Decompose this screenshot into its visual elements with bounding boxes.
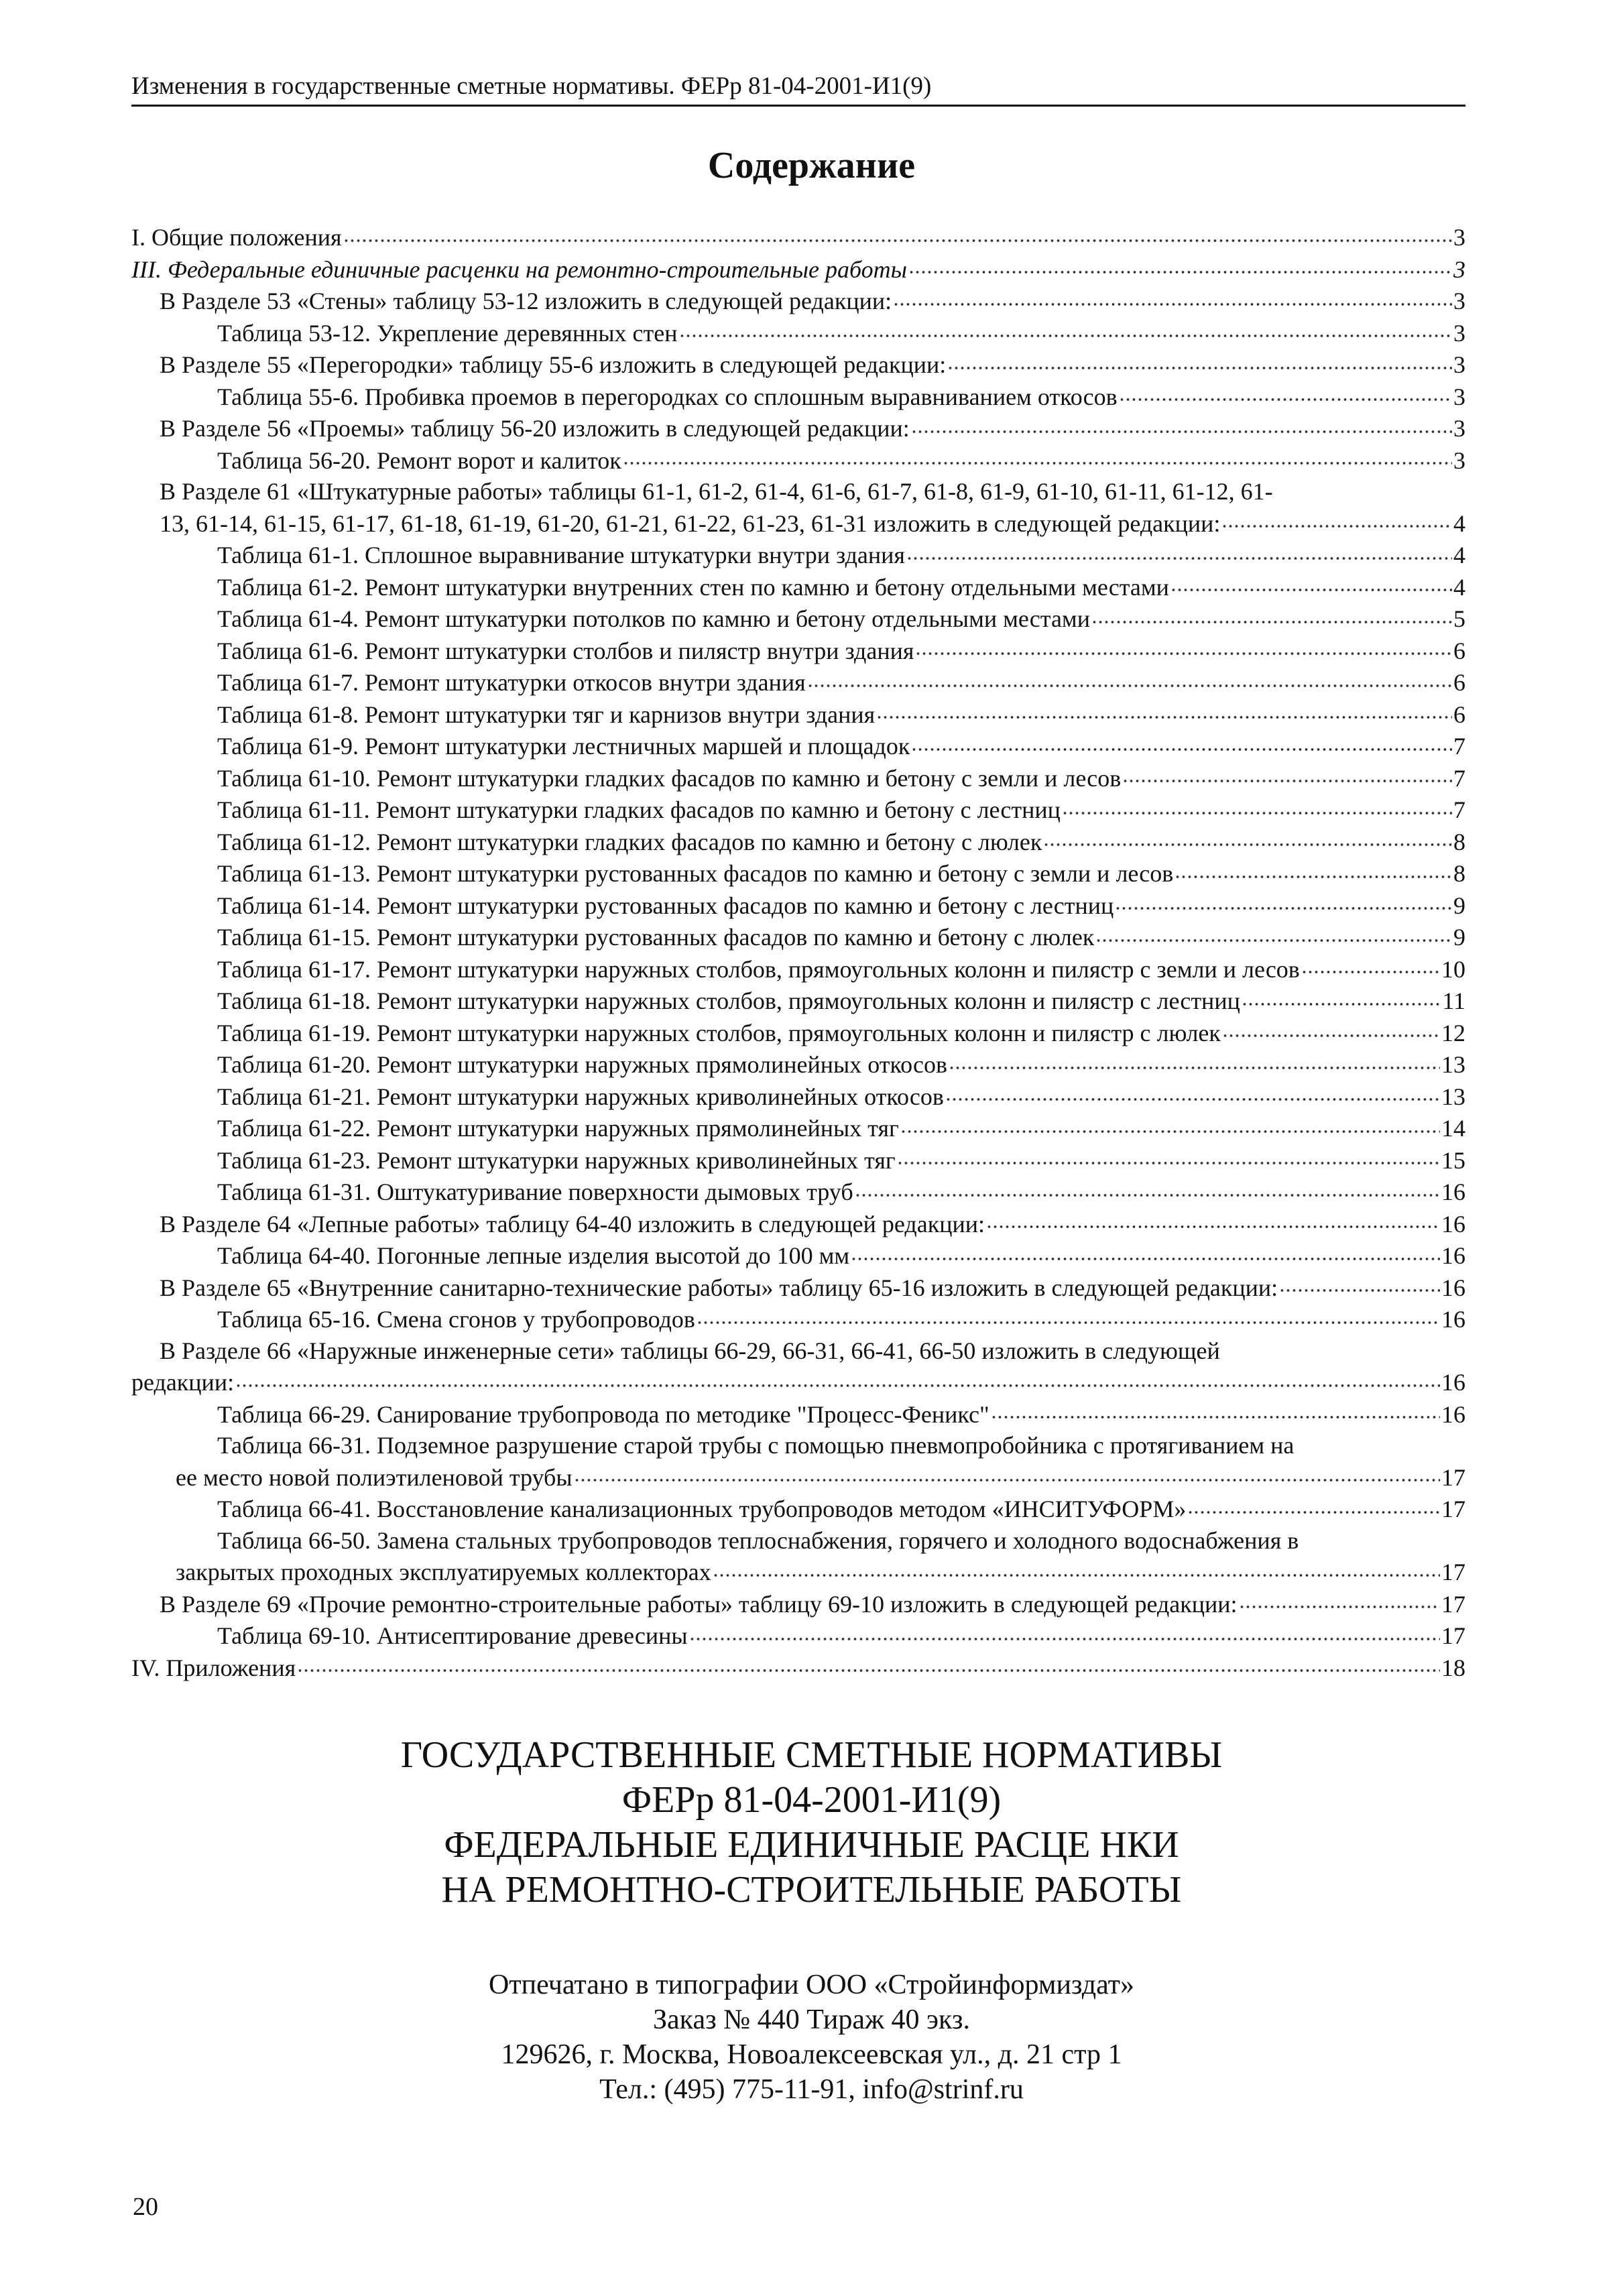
toc-entry: Таблица 61-14. Ремонт штукатурки рустованных фасадов по камню и бетону с лестниц 9 — [131, 890, 1465, 922]
toc-entry: Таблица 66-31. Подземное разрушение старой трубы с помощью пневмопробойника с протягиванием на ее место новой полиэтиленовой трубы 17 — [176, 1432, 1465, 1491]
page-number: 20 — [133, 2193, 158, 2221]
toc-entry: В Разделе 69 «Прочие ремонтно-строительные работы» таблицу 69-10 изложить в следующей редакции: 17 — [131, 1588, 1465, 1620]
toc-entry: Таблица 61-22. Ремонт штукатурки наружных прямолинейных тяг 14 — [131, 1112, 1465, 1144]
toc-entry: Таблица 61-21. Ремонт штукатурки наружных криволинейных откосов 13 — [131, 1081, 1465, 1113]
toc-entry: Таблица 61-8. Ремонт штукатурки тяг и карнизов внутри здания 6 — [131, 699, 1465, 731]
toc-entry: Таблица 61-12. Ремонт штукатурки гладких фасадов по камню и бетону с люлек 8 — [131, 826, 1465, 858]
toc-entry: В Разделе 55 «Перегородки» таблицу 55-6 изложить в следующей редакции: 3 — [131, 349, 1465, 381]
toc-entry: Таблица 66-50. Замена стальных трубопроводов теплоснабжения, горячего и холодного водоснабжения в закрытых проходных эксплуатируемых коллекторах 17 — [176, 1526, 1465, 1585]
toc-entry: Таблица 61-31. Оштукатуривание поверхности дымовых труб 16 — [131, 1176, 1465, 1208]
imprint-title-block — [0, 1733, 1623, 1913]
toc-entry: В Разделе 65 «Внутренние санитарно-технические работы» таблицу 65-16 изложить в следующей редакции: 16 — [131, 1272, 1465, 1304]
address-line: 129626, г. Москва, Новоалексеевская ул., д. 21 стр 1 — [501, 2039, 1122, 2070]
toc-entry: Таблица 66-41. Восстановление канализационных трубопроводов методом «ИНСИТУФОРМ» 17 — [131, 1493, 1465, 1525]
imprint-title-line: ФЕДЕРАЛЬНЫЕ ЕДИНИЧНЫЕ РАСЦЕ НКИ — [444, 1824, 1179, 1866]
toc-entry: В Разделе 61 «Штукатурные работы» таблицы 61-1, 61-2, 61-4, 61-6, 61-7, 61-8, 61-9, 61-10, 61-11, 61-12, 61- 13, 61-14, 61-15, 61-17, 61-18, 61-19, 61-20, 61-21, 61-22, 61-23, 61-31 изложить в следующей редакции: 4 — [160, 478, 1465, 537]
toc-entry: Таблица 69-10. Антисептирование древесины 17 — [131, 1620, 1465, 1652]
toc-entry: Таблица 61-18. Ремонт штукатурки наружных столбов, прямоугольных колонн и пилястр с лестниц 11 — [131, 985, 1465, 1017]
toc-entry: Таблица 61-7. Ремонт штукатурки откосов внутри здания 6 — [131, 666, 1465, 699]
toc-entry: Таблица 61-20. Ремонт штукатурки наружных прямолинейных откосов 13 — [131, 1048, 1465, 1081]
toc-entry: Таблица 61-11. Ремонт штукатурки гладких фасадов по камню и бетону с лестниц 7 — [131, 794, 1465, 826]
toc-entry: Таблица 61-4. Ремонт штукатурки потолков по камню и бетону отдельными местами 5 — [131, 603, 1465, 635]
toc-entry: В Разделе 53 «Стены» таблицу 53-12 изложить в следующей редакции: 3 — [131, 285, 1465, 317]
toc-title: Содержание — [707, 145, 916, 186]
toc-entry: Таблица 61-19. Ремонт штукатурки наружных столбов, прямоугольных колонн и пилястр с люлек 12 — [131, 1017, 1465, 1049]
order-circulation-line: Заказ № 440 Тираж 40 экз. — [653, 2004, 970, 2035]
toc-entry: Таблица 61-1. Сплошное выравнивание штукатурки внутри здания 4 — [131, 539, 1465, 571]
toc-entry: В Разделе 66 «Наружные инженерные сети» таблицы 66-29, 66-31, 66-41, 66-50 изложить в следующей редакции: 16 — [131, 1337, 1465, 1396]
toc-entry: Таблица 61-2. Ремонт штукатурки внутренних стен по камню и бетону отдельными местами 4 — [131, 571, 1465, 603]
imprint-title-line: ФЕРр 81-04-2001-И1(9) — [621, 1779, 1002, 1821]
running-header: Изменения в государственные сметные нормативы. ФЕРр 81-04-2001-И1(9) — [131, 70, 1465, 107]
toc-entry: Таблица 53-12. Укрепление деревянных стен 3 — [131, 317, 1465, 349]
toc-entry: В Разделе 56 «Проемы» таблицу 56-20 изложить в следующей редакции: 3 — [131, 412, 1465, 444]
printing-house-line: Отпечатано в типографии ООО «Стройинформиздат» — [488, 1970, 1135, 2000]
toc-entry: Таблица 61-13. Ремонт штукатурки рустованных фасадов по камню и бетону с земли и лесов 8 — [131, 857, 1465, 890]
contact-line: Тел.: (495) 775-11-91, info@strinf.ru — [599, 2074, 1024, 2105]
toc-entry: Таблица 65-16. Смена сгонов у трубопроводов 16 — [131, 1303, 1465, 1335]
toc-entry: I. Общие положения 3 — [131, 221, 1465, 253]
toc-entry: Таблица 61-6. Ремонт штукатурки столбов и пилястр внутри здания 6 — [131, 635, 1465, 667]
toc-entry: В Разделе 64 «Лепные работы» таблицу 64-40 изложить в следующей редакции: 16 — [131, 1208, 1465, 1240]
toc-entry: III. Федеральные единичные расценки на ремонтно-строительные работы 3 — [131, 253, 1465, 286]
imprint-title-line: НА РЕМОНТНО-СТРОИТЕЛЬНЫЕ РАБОТЫ — [441, 1869, 1182, 1911]
toc-entry: Таблица 56-20. Ремонт ворот и калиток 3 — [131, 444, 1465, 477]
toc-entry: IV. Приложения 18 — [131, 1652, 1465, 1684]
toc-entry: Таблица 64-40. Погонные лепные изделия высотой до 100 мм 16 — [131, 1240, 1465, 1272]
toc-entry: Таблица 66-29. Санирование трубопровода по методике "Процесс-Феникс" 16 — [131, 1398, 1465, 1431]
toc-entry: Таблица 61-10. Ремонт штукатурки гладких фасадов по камню и бетону с земли и лесов 7 — [131, 762, 1465, 794]
toc-entry: Таблица 61-9. Ремонт штукатурки лестничных маршей и площадок 7 — [131, 730, 1465, 762]
printing-info-block — [0, 1968, 1623, 2107]
toc-entry: Таблица 61-17. Ремонт штукатурки наружных столбов, прямоугольных колонн и пилястр с земли и лесов 10 — [131, 953, 1465, 985]
toc-entry: Таблица 55-6. Пробивка проемов в перегородках со сплошным выравниванием откосов 3 — [131, 381, 1465, 413]
table-of-contents — [131, 221, 1465, 1683]
imprint-title-line: ГОСУДАРСТВЕННЫЕ СМЕТНЫЕ НОРМАТИВЫ — [400, 1734, 1223, 1776]
toc-entry: Таблица 61-23. Ремонт штукатурки наружных криволинейных тяг 15 — [131, 1144, 1465, 1176]
toc-entry: Таблица 61-15. Ремонт штукатурки рустованных фасадов по камню и бетону с люлек 9 — [131, 921, 1465, 953]
